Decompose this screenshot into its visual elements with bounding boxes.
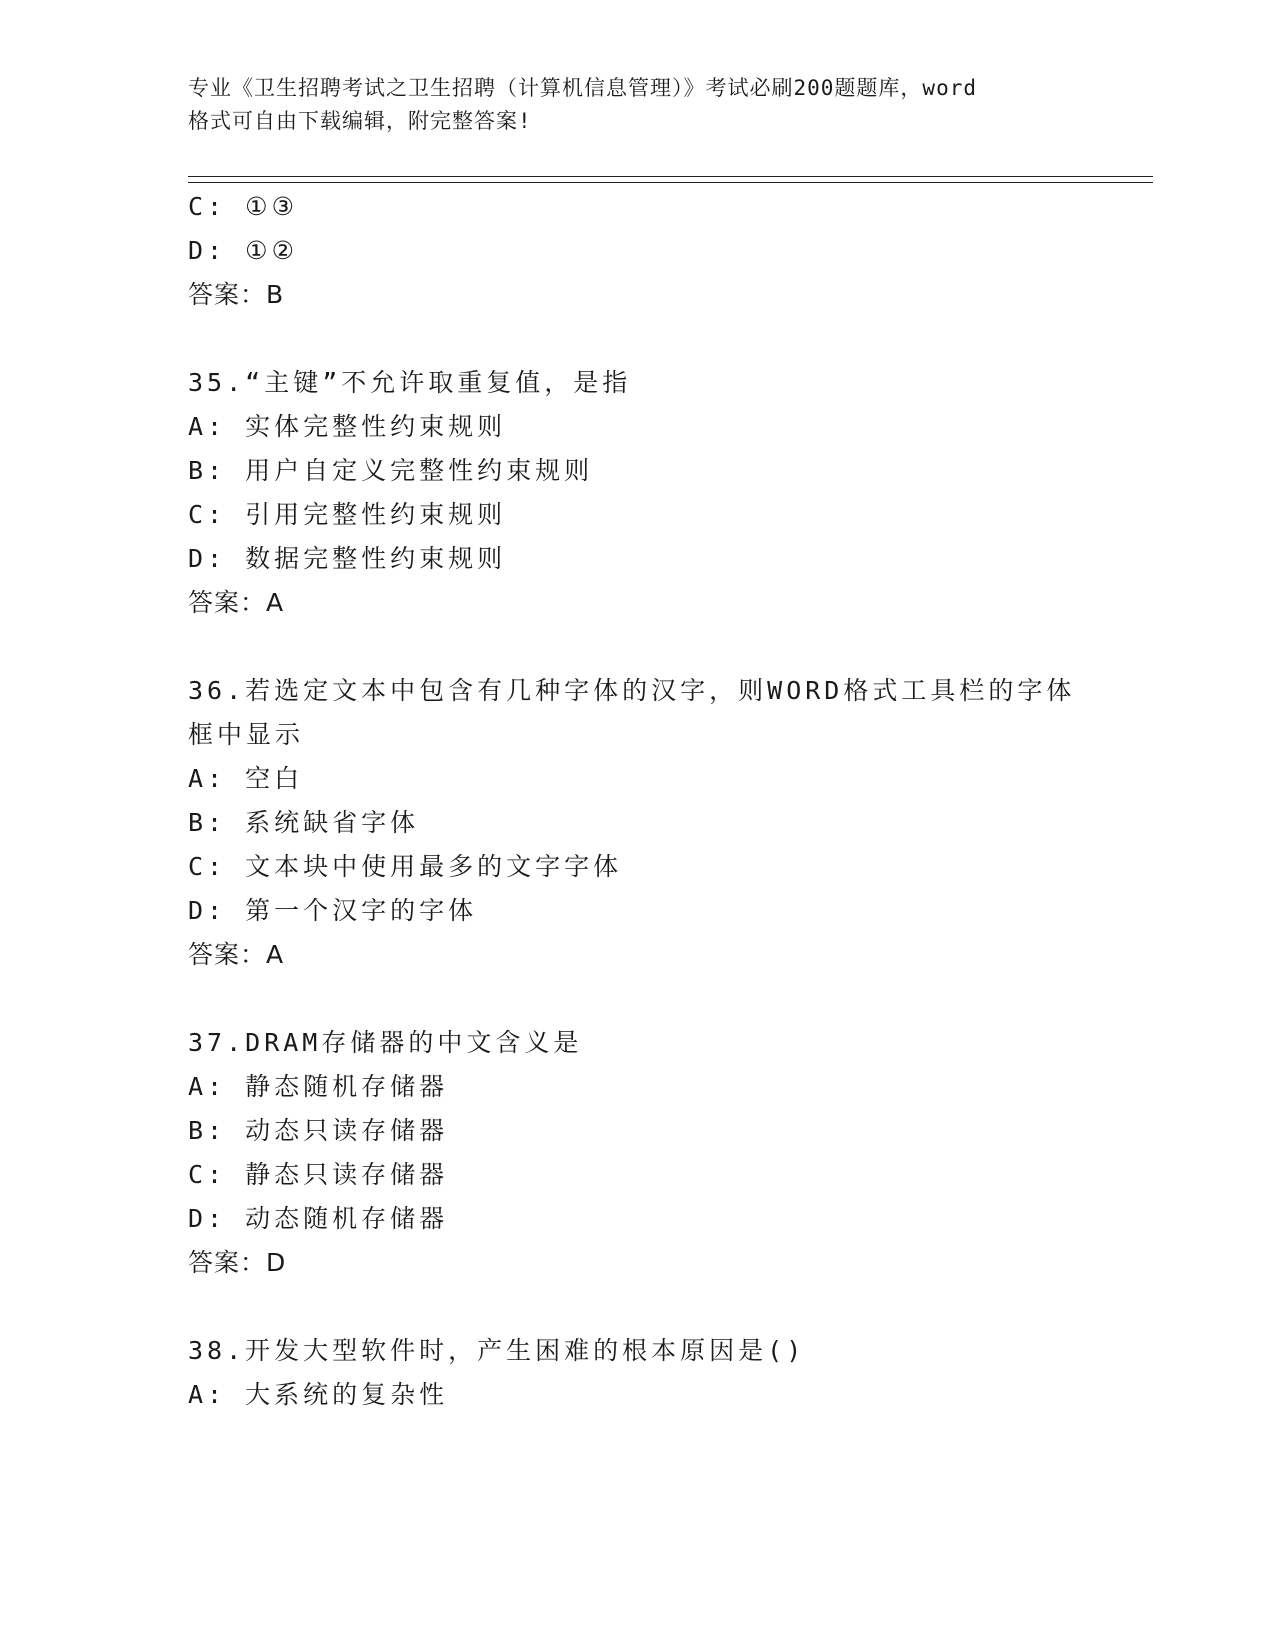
question-37-answer: 答案：D: [188, 1248, 287, 1277]
question-36-option-b: B: 系统缺省字体: [188, 808, 420, 837]
question-37-option-d: D: 动态随机存储器: [188, 1204, 449, 1233]
question-37-option-c: C: 静态只读存储器: [188, 1160, 449, 1189]
question-35-option-c: C: 引用完整性约束规则: [188, 500, 507, 529]
header-rule-bottom: [188, 182, 1153, 183]
question-36-option-d: D: 第一个汉字的字体: [188, 896, 478, 925]
question-35-option-a: A: 实体完整性约束规则: [188, 412, 507, 441]
question-36-answer: 答案：A: [188, 940, 285, 969]
question-37-option-a: A: 静态随机存储器: [188, 1072, 449, 1101]
option-c: C: ①③: [188, 192, 298, 221]
question-38-option-a: A: 大系统的复杂性: [188, 1380, 449, 1409]
header-rule-top: [188, 176, 1153, 177]
question-36-option-a: A: 空白: [188, 764, 304, 793]
question-35-stem: 35.“主键”不允许取重复值，是指: [188, 368, 632, 397]
answer: 答案：B: [188, 280, 285, 309]
question-38-stem: 38.开发大型软件时，产生困难的根本原因是(): [188, 1336, 806, 1365]
question-35-answer: 答案：A: [188, 588, 285, 617]
question-35-option-b: B: 用户自定义完整性约束规则: [188, 456, 594, 485]
question-37-option-b: B: 动态只读存储器: [188, 1116, 449, 1145]
header-line-2: 格式可自由下载编辑，附完整答案!: [188, 109, 532, 133]
option-d: D: ①②: [188, 236, 298, 265]
question-35-option-d: D: 数据完整性约束规则: [188, 544, 507, 573]
question-37-stem: 37.DRAM存储器的中文含义是: [188, 1028, 583, 1057]
question-36-stem-line-1: 36.若选定文本中包含有几种字体的汉字，则WORD格式工具栏的字体: [188, 676, 1076, 705]
question-36-stem-line-2: 框中显示: [188, 720, 305, 749]
question-36-option-c: C: 文本块中使用最多的文字字体: [188, 852, 623, 881]
header-line-1: 专业《卫生招聘考试之卫生招聘（计算机信息管理）》考试必刷200题题库，word: [188, 76, 977, 100]
document-header: [188, 72, 1088, 138]
